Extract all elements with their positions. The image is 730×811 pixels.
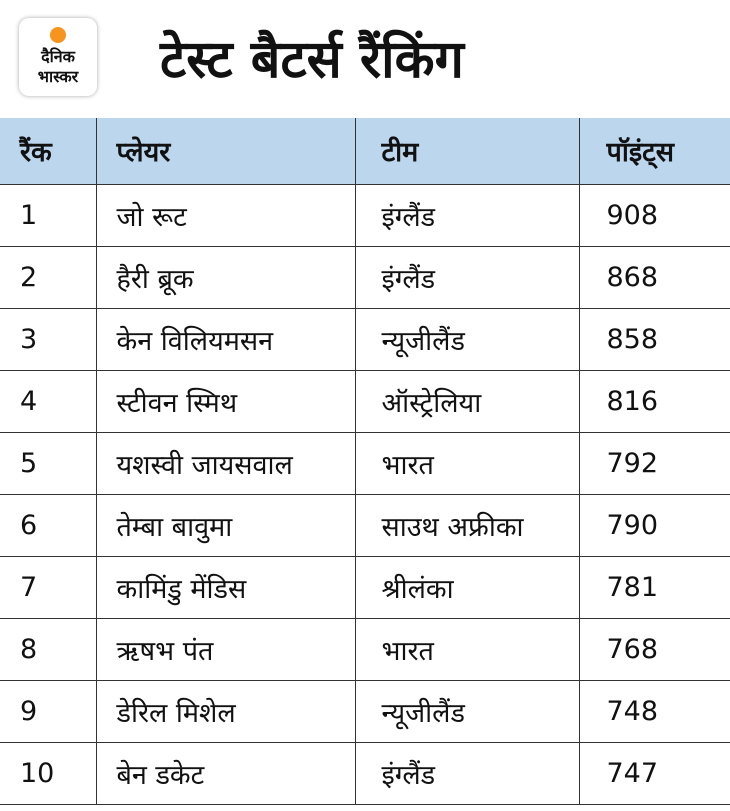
cell-team: न्यूजीलैंड (355, 680, 579, 742)
cell-team: इंग्लैंड (355, 742, 579, 804)
cell-player: स्टीवन स्मिथ (96, 370, 355, 432)
table-body (0, 184, 730, 804)
cell-points: 748 (579, 680, 730, 742)
cell-team: श्रीलंका (355, 556, 579, 618)
dainik-bhaskar-logo (19, 18, 97, 96)
logo-text-line2: भास्कर (37, 67, 79, 86)
cell-player: कामिंडु मेंडिस (96, 556, 355, 618)
cell-team: भारत (355, 432, 579, 494)
cell-points: 868 (579, 246, 730, 308)
cell-rank: 5 (0, 432, 96, 494)
table-row (0, 618, 730, 680)
cell-player: हैरी ब्रूक (96, 246, 355, 308)
cell-team: भारत (355, 618, 579, 680)
page-title: टेस्ट बैटर्स रैंकिंग (160, 30, 464, 90)
cell-rank: 3 (0, 308, 96, 370)
cell-points: 858 (579, 308, 730, 370)
table-row (0, 494, 730, 556)
table-row (0, 680, 730, 742)
cell-player: डेरिल मिशेल (96, 680, 355, 742)
table-row (0, 556, 730, 618)
cell-points: 790 (579, 494, 730, 556)
cell-player: बेन डकेट (96, 742, 355, 804)
cell-rank: 1 (0, 184, 96, 246)
cell-points: 908 (579, 184, 730, 246)
logo-text-line1: दैनिक (41, 47, 75, 66)
cell-rank: 7 (0, 556, 96, 618)
cell-team: न्यूजीलैंड (355, 308, 579, 370)
table-row (0, 370, 730, 432)
rankings-table (0, 118, 730, 805)
column-header-player: प्लेयर (96, 118, 355, 184)
table-row (0, 184, 730, 246)
cell-rank: 9 (0, 680, 96, 742)
cell-rank: 6 (0, 494, 96, 556)
cell-rank: 4 (0, 370, 96, 432)
cell-rank: 2 (0, 246, 96, 308)
cell-player: जो रूट (96, 184, 355, 246)
cell-points: 768 (579, 618, 730, 680)
table-header-row (0, 118, 730, 184)
cell-points: 747 (579, 742, 730, 804)
cell-player: तेम्बा बावुमा (96, 494, 355, 556)
cell-points: 781 (579, 556, 730, 618)
cell-player: ऋषभ पंत (96, 618, 355, 680)
table-row (0, 742, 730, 804)
header (0, 0, 730, 118)
table-row (0, 432, 730, 494)
cell-team: साउथ अफ्रीका (355, 494, 579, 556)
cell-points: 816 (579, 370, 730, 432)
column-header-rank: रैंक (0, 118, 96, 184)
table-row (0, 246, 730, 308)
cell-team: इंग्लैंड (355, 246, 579, 308)
cell-rank: 8 (0, 618, 96, 680)
cell-team: इंग्लैंड (355, 184, 579, 246)
cell-points: 792 (579, 432, 730, 494)
cell-team: ऑस्ट्रेलिया (355, 370, 579, 432)
column-header-points: पॉइंट्स (579, 118, 730, 184)
column-header-team: टीम (355, 118, 579, 184)
table-row (0, 308, 730, 370)
cell-player: यशस्वी जायसवाल (96, 432, 355, 494)
sun-icon (50, 27, 66, 43)
cell-rank: 10 (0, 742, 96, 804)
cell-player: केन विलियमसन (96, 308, 355, 370)
